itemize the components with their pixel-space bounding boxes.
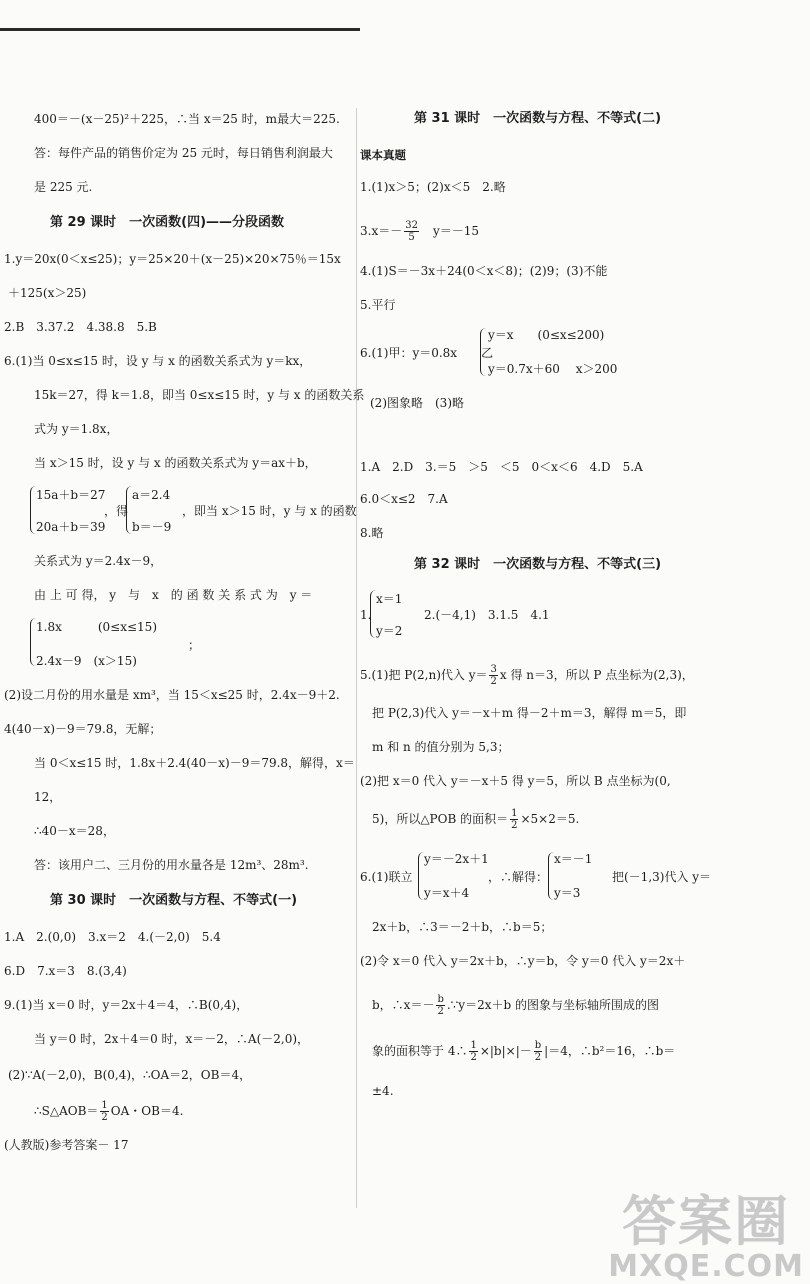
fraction: $\frac{b}{2}$ xyxy=(534,1040,542,1063)
text-line: m 和 n 的值分别为 5,3； xyxy=(372,740,510,754)
text-line: ±4. xyxy=(372,1084,394,1098)
text-line: 4.(1)S＝－3x＋24(0＜x＜8)；(2)9；(3)不能 xyxy=(360,264,608,278)
text-line: 是 225 元. xyxy=(34,180,93,194)
text-line: 把(－1,3)代入 y＝ xyxy=(600,870,712,884)
text-line: 4(40－x)－9＝79.8，无解； xyxy=(4,722,162,736)
text-line: 2.(－4,1) 3.1.5 4.1 xyxy=(412,608,550,622)
text-line: 9.(1)当 x＝0 时，y＝2x＋4＝4，∴B(0,4)， xyxy=(4,998,249,1012)
text-line: 12， xyxy=(34,790,62,804)
fraction: $\frac{1}{2}$ xyxy=(511,808,518,831)
fraction: $\frac{b}{2}$ xyxy=(437,994,444,1017)
text-line: 由 上 可 得， y 与 x 的 函 数 关 系 式 为 y ＝ xyxy=(34,588,313,602)
text-line: 5.平行 xyxy=(360,298,396,312)
text-line: ，∴解得： xyxy=(488,870,549,884)
equation-line: y＝x＋4 xyxy=(424,886,470,900)
text-line: 式为 y＝1.8x， xyxy=(34,422,119,436)
text-line: 当 y＝0 时，2x＋4＝0 时，x＝－2，∴A(－2,0)， xyxy=(34,1032,310,1046)
section-subtitle: 课本真题 xyxy=(360,148,406,162)
text-line: 答：该用户二、三月份的用水量各是 12m³、28m³. xyxy=(34,858,309,872)
text-line: 1.A 2.(0,0) 3.x＝2 4.(－2,0) 5.4 xyxy=(4,930,221,944)
piecewise-line: y＝0.7x＋60 x＞200 xyxy=(488,362,618,376)
text-line: ∴40－x＝28， xyxy=(34,824,115,838)
text-line: 5)，所以△POB 的面积＝ $\frac{1}{2}$ ×5×2＝5. xyxy=(372,808,580,831)
lesson-31-heading: 第 31 课时 一次函数与方程、不等式(二) xyxy=(414,111,662,126)
text-line: 6.D 7.x＝3 8.(3,4) xyxy=(4,964,127,978)
text-line: 当 0＜x≤15 时，1.8x＋2.4(40－x)－9＝79.8，解得，x＝ xyxy=(34,756,355,770)
text-line: 当 x＞15 时，设 y 与 x 的函数关系式为 y＝ax＋b， xyxy=(34,456,317,470)
text-line: 1. xyxy=(360,608,372,622)
equation-line: 20a＋b＝39 xyxy=(36,520,106,534)
text-line: 2x＋b，∴3＝－2＋b，∴b＝5； xyxy=(372,920,553,934)
text-line: ； xyxy=(188,638,201,652)
text-line: b，∴x＝－ $\frac{b}{2}$ .∵y＝2x＋b 的图象与坐标轴所围成的图 xyxy=(372,994,659,1017)
piecewise-line: 2.4x－9 (x＞15) xyxy=(36,654,137,668)
text-line: ，得 xyxy=(104,504,129,518)
text-line: (2)令 x＝0 代入 y＝2x＋b，∴y＝b，令 y＝0 代入 y＝2x＋ xyxy=(360,954,686,968)
equation-line: 15a＋b＝27 xyxy=(36,488,106,502)
text-line: 关系式为 y＝2.4x－9， xyxy=(34,554,163,568)
fraction: $\frac{1}{2}$ xyxy=(470,1040,477,1063)
equation-line: y＝2 xyxy=(376,624,403,638)
text-line: (2)图象略 (3)略 xyxy=(370,396,464,410)
text-line: 答：每件产品的销售价定为 25 元时，每日销售利润最大 xyxy=(34,146,333,160)
top-rule xyxy=(0,28,360,31)
text-line: 6.(1)联立 xyxy=(360,870,413,884)
text-line: 8.略 xyxy=(360,526,384,540)
text-line: 15k＝27，得 k＝1.8，即当 0≤x≤15 时，y 与 x 的函数关系 xyxy=(34,388,365,402)
text-line: (2)∵A(－2,0)，B(0,4)，∴OA＝2，OB＝4， xyxy=(8,1068,252,1082)
text-line: (2)设二月份的用水量是 xm³，当 15＜x≤25 时，2.4x－9＋2. xyxy=(4,688,340,702)
text-line: 1.y＝20x(0＜x≤25)；y＝25×20＋(x－25)×20×75％＝15x xyxy=(4,252,341,266)
lesson-30-heading: 第 30 课时 一次函数与方程、不等式(一) xyxy=(50,893,298,908)
column-divider xyxy=(356,108,357,1208)
lesson-32-heading: 第 32 课时 一次函数与方程、不等式(三) xyxy=(414,557,662,572)
page-footer: (人教版)参考答案－ 17 xyxy=(4,1138,129,1152)
fraction: $\frac{3}{2}$ xyxy=(490,664,497,687)
text-line: 400＝－(x－25)²＋225，∴当 x＝25 时，m最大＝225. xyxy=(34,112,340,126)
text-line: (2)把 x＝0 代入 y＝－x＋5 得 y＝5，所以 B 点坐标为(0, xyxy=(360,774,671,788)
piecewise-line: y＝x (0≤x≤200) xyxy=(488,328,605,342)
text-line: 6.0＜x≤2 7.A xyxy=(360,492,448,506)
text-line: 象的面积等于 4∴ $\frac{1}{2}$ ×|b|×|－ $\frac{b}{2}$ |＝4，∴b²＝16，∴b＝ xyxy=(372,1040,676,1063)
text-line: ∴S△AOB＝ $\frac{1}{2}$ OA・OB＝4. xyxy=(34,1100,184,1123)
text-line: 1.(1)x＞5；(2)x＜5 2.略 xyxy=(360,180,506,194)
text-line: 6.(1)当 0≤x≤15 时，设 y 与 x 的函数关系式为 y＝kx， xyxy=(4,354,312,368)
equation-line: b＝－9 xyxy=(132,520,172,534)
text-line: 3.x＝－ $\frac{32}{5}$ y＝－15 xyxy=(360,220,480,243)
fraction: $\frac{1}{2}$ xyxy=(101,1100,108,1123)
equation-line: x＝－1 xyxy=(554,852,593,866)
fraction: $\frac{32}{5}$ xyxy=(405,220,418,243)
equation-line: y＝－2x＋1 xyxy=(424,852,489,866)
text-line: 2.B 3.37.2 4.38.8 5.B xyxy=(4,320,157,334)
piecewise-line: 1.8x (0≤x≤15) xyxy=(36,620,157,634)
text-line: ，即当 x＞15 时，y 与 x 的函数 xyxy=(182,504,357,518)
text-line: 1.A 2.D 3.＝5 ＞5 ＜5 0＜x＜6 4.D 5.A xyxy=(360,460,643,474)
text-line: 5.(1)把 P(2,n)代入 y＝ $\frac{3}{2}$ x 得 n＝3，所以 P 点坐标为(2,3)， xyxy=(360,664,694,687)
equation-line: x＝1 xyxy=(376,592,403,606)
watermark-logo: 答案圈 MXQE.COM xyxy=(608,1190,804,1284)
equation-line: a＝2.4 xyxy=(132,488,171,502)
text-line: 把 P(2,3)代入 y＝－x＋m 得－2＋m＝3，解得 m＝5，即 xyxy=(372,706,687,720)
text-line: 6.(1)甲：y＝0.8x 乙 xyxy=(360,346,494,360)
text-line: ＋125(x＞25) xyxy=(8,286,87,300)
lesson-29-heading: 第 29 课时 一次函数(四)——分段函数 xyxy=(50,215,285,230)
equation-line: y＝3 xyxy=(554,886,581,900)
piecewise-brace xyxy=(480,328,487,376)
